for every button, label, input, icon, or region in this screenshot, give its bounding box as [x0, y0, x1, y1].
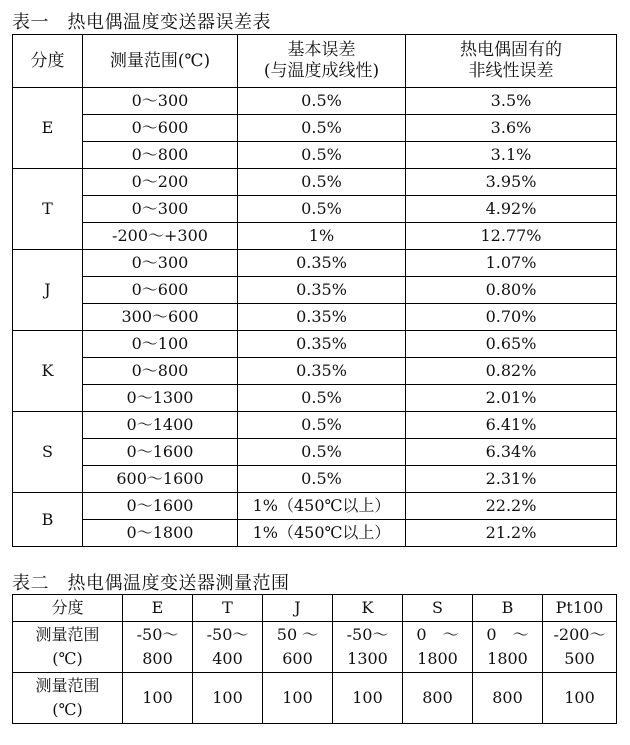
span-value-cell: 100	[333, 673, 403, 724]
range-cell: 0～1800	[83, 520, 238, 547]
table-row	[13, 88, 617, 115]
table-row	[13, 439, 617, 466]
header-nonlinear-line2: 非线性误差	[468, 61, 554, 81]
nonlinear-error-cell: 3.5%	[406, 88, 617, 115]
range-value-cell	[543, 622, 617, 673]
nonlinear-error-cell: 1.07%	[406, 250, 617, 277]
range-cell: 0～600	[83, 115, 238, 142]
range-cell: 0～200	[83, 169, 238, 196]
table-row	[13, 520, 617, 547]
range-value-line2: 1800	[487, 649, 528, 668]
range-value-line2: 600	[282, 649, 313, 668]
header-type: 分度	[13, 35, 83, 88]
table-row	[13, 466, 617, 493]
basic-error-cell: 0.5%	[238, 196, 406, 223]
nonlinear-error-cell: 0.82%	[406, 358, 617, 385]
table2-caption: 表二 热电偶温度变送器测量范围	[12, 573, 290, 594]
basic-error-cell: 0.5%	[238, 142, 406, 169]
range-label-line2: (℃)	[52, 649, 83, 668]
range-cell: 0～300	[83, 250, 238, 277]
header-nonlinear-error	[406, 35, 617, 88]
table-row	[13, 385, 617, 412]
type-header-cell: E	[123, 595, 193, 622]
error-table-body	[13, 88, 617, 547]
range-cell: 600～1600	[83, 466, 238, 493]
range-value-cell	[193, 622, 263, 673]
range-cell: 0～600	[83, 277, 238, 304]
range-value-line1: -50～	[136, 625, 179, 644]
basic-error-cell: 0.35%	[238, 331, 406, 358]
range-value-cell	[123, 622, 193, 673]
range-value-cell	[473, 622, 543, 673]
span-value-cell: 100	[123, 673, 193, 724]
range-value-line2: 400	[212, 649, 243, 668]
nonlinear-error-cell: 0.70%	[406, 304, 617, 331]
type-cell: T	[13, 169, 83, 250]
basic-error-cell: 1%	[238, 223, 406, 250]
type-cell: J	[13, 250, 83, 331]
table-row	[13, 169, 617, 196]
span-label-line1: 测量范围	[35, 676, 100, 695]
type-header-cell: Pt100	[543, 595, 617, 622]
range-table	[12, 594, 617, 724]
table-row	[13, 412, 617, 439]
basic-error-cell: 0.5%	[238, 115, 406, 142]
nonlinear-error-cell: 3.1%	[406, 142, 617, 169]
nonlinear-error-cell: 22.2%	[406, 493, 617, 520]
table-row	[13, 250, 617, 277]
nonlinear-error-cell: 12.77%	[406, 223, 617, 250]
nonlinear-error-cell: 4.92%	[406, 196, 617, 223]
range-cell: -200～+300	[83, 223, 238, 250]
range-label-line1: 测量范围	[35, 625, 100, 644]
range-value-line2: 800	[142, 649, 173, 668]
range-table-range-label	[13, 622, 123, 673]
span-value-cell: 800	[403, 673, 473, 724]
table-row	[13, 304, 617, 331]
type-header-cell: K	[333, 595, 403, 622]
nonlinear-error-cell: 0.80%	[406, 277, 617, 304]
table-row	[13, 277, 617, 304]
range-cell: 0～300	[83, 88, 238, 115]
span-value-cell: 100	[543, 673, 617, 724]
range-cell: 0～1300	[83, 385, 238, 412]
basic-error-cell: 0.35%	[238, 304, 406, 331]
basic-error-cell: 0.35%	[238, 250, 406, 277]
nonlinear-error-cell: 0.65%	[406, 331, 617, 358]
basic-error-cell: 0.5%	[238, 385, 406, 412]
nonlinear-error-cell: 3.95%	[406, 169, 617, 196]
span-value-cell: 100	[263, 673, 333, 724]
range-cell: 300～600	[83, 304, 238, 331]
basic-error-cell: 0.5%	[238, 88, 406, 115]
range-table-type-label: 分度	[13, 595, 123, 622]
range-cell: 0～800	[83, 142, 238, 169]
span-value-cell: 800	[473, 673, 543, 724]
range-cell: 0～1600	[83, 493, 238, 520]
type-cell: S	[13, 412, 83, 493]
range-cell: 0～1600	[83, 439, 238, 466]
error-table-header-row	[13, 35, 617, 88]
range-value-line1: -50～	[346, 625, 389, 644]
basic-error-cell: 0.5%	[238, 412, 406, 439]
range-table-span-label	[13, 673, 123, 724]
basic-error-cell: 1%（450℃以上）	[238, 493, 406, 520]
range-value-line1: 0 ～	[486, 625, 529, 644]
basic-error-cell: 0.35%	[238, 358, 406, 385]
header-nonlinear-line1: 热电偶固有的	[460, 40, 562, 60]
range-table-range-row	[13, 622, 617, 673]
header-range: 测量范围(℃)	[83, 35, 238, 88]
type-cell: B	[13, 493, 83, 547]
range-value-cell	[333, 622, 403, 673]
range-value-line1: 50 ～	[276, 625, 319, 644]
header-basic-error-line2: (与温度成线性)	[263, 61, 380, 81]
range-value-line1: -200～	[553, 625, 606, 644]
basic-error-cell: 0.5%	[238, 169, 406, 196]
header-basic-error-line1: 基本误差	[287, 40, 356, 60]
type-header-cell: B	[473, 595, 543, 622]
table-row	[13, 223, 617, 250]
nonlinear-error-cell: 21.2%	[406, 520, 617, 547]
span-label-line2: (℃)	[52, 700, 83, 719]
type-header-cell: J	[263, 595, 333, 622]
table-row	[13, 142, 617, 169]
nonlinear-error-cell: 3.6%	[406, 115, 617, 142]
basic-error-cell: 0.5%	[238, 466, 406, 493]
range-value-line2: 1300	[347, 649, 388, 668]
span-value-cell: 100	[193, 673, 263, 724]
table-row	[13, 331, 617, 358]
table-row	[13, 493, 617, 520]
basic-error-cell: 0.35%	[238, 277, 406, 304]
range-table-type-row	[13, 595, 617, 622]
range-value-cell	[403, 622, 473, 673]
range-cell: 0～300	[83, 196, 238, 223]
range-cell: 0～1400	[83, 412, 238, 439]
range-cell: 0～100	[83, 331, 238, 358]
nonlinear-error-cell: 2.01%	[406, 385, 617, 412]
error-table	[12, 34, 617, 547]
range-value-line2: 1800	[417, 649, 458, 668]
range-value-cell	[263, 622, 333, 673]
table1-caption: 表一 热电偶温度变送器误差表	[12, 12, 271, 33]
table-row	[13, 196, 617, 223]
type-cell: K	[13, 331, 83, 412]
table-row	[13, 115, 617, 142]
header-basic-error	[238, 35, 406, 88]
basic-error-cell: 0.5%	[238, 439, 406, 466]
nonlinear-error-cell: 6.41%	[406, 412, 617, 439]
basic-error-cell: 1%（450℃以上）	[238, 520, 406, 547]
range-value-line1: -50～	[206, 625, 249, 644]
nonlinear-error-cell: 2.31%	[406, 466, 617, 493]
range-value-line2: 500	[564, 649, 595, 668]
type-header-cell: T	[193, 595, 263, 622]
range-value-line1: 0 ～	[416, 625, 459, 644]
nonlinear-error-cell: 6.34%	[406, 439, 617, 466]
type-cell: E	[13, 88, 83, 169]
range-cell: 0～800	[83, 358, 238, 385]
table-row	[13, 358, 617, 385]
range-table-span-row	[13, 673, 617, 724]
type-header-cell: S	[403, 595, 473, 622]
